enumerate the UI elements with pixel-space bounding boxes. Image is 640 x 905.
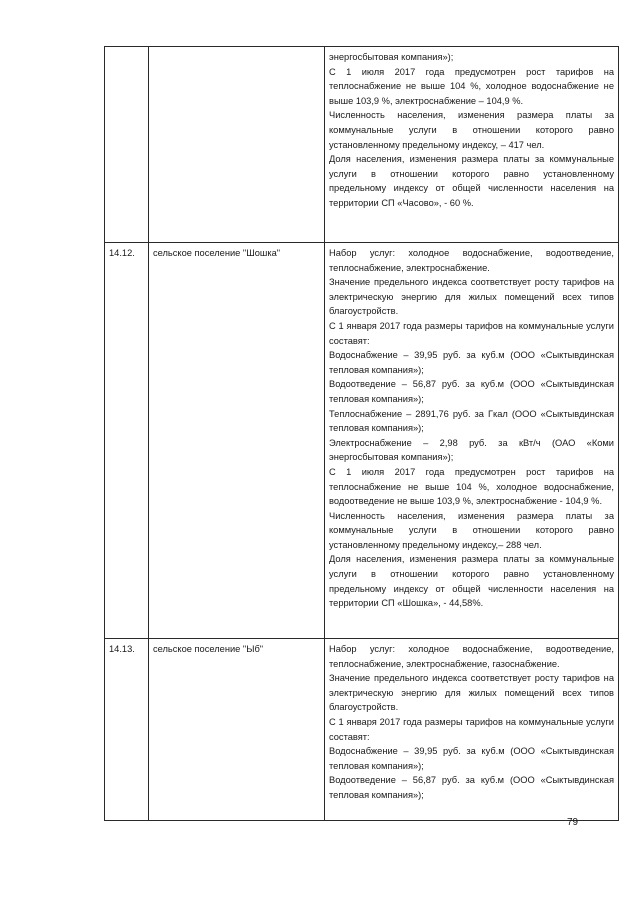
- settlement-name-cell: сельское поселение "Ыб": [149, 639, 325, 821]
- paragraph: Водоснабжение – 39,95 руб. за куб.м (ООО «Сыктывдинская тепловая компания»);: [329, 350, 614, 375]
- paragraph: Водоснабжение – 39,95 руб. за куб.м (ООО «Сыктывдинская тепловая компания»);: [329, 746, 614, 771]
- paragraph: Значение предельного индекса соответствует росту тарифов на электрическую энергию для жилых помещений всех типов благоустройств.: [329, 277, 614, 317]
- table-row: [105, 47, 619, 243]
- paragraph: С 1 июля 2017 года предусмотрен рост тарифов на теплоснабжение не выше 104 %, холодное водоснабжение, водоотведение не выше 103,9 %, электроснабжение - 104,9 %.: [329, 466, 614, 507]
- settlement-name-cell: [149, 47, 325, 243]
- description-cell: [325, 47, 619, 243]
- paragraph: Набор услуг: холодное водоснабжение, водоотведение, теплоснабжение, электроснабжение.: [329, 248, 614, 273]
- description-cell: [325, 243, 619, 639]
- paragraph: энергосбытовая компания»);: [329, 52, 454, 62]
- settlement-name-cell: сельское поселение "Шошка": [149, 243, 325, 639]
- row-number-cell: 14.13.: [105, 639, 149, 821]
- paragraph: Теплоснабжение – 2891,76 руб. за Гкал (ООО «Сыктывдинская тепловая компания»);: [329, 408, 614, 434]
- paragraph: Доля населения, изменения размера платы за коммунальные услуги в отношении которого равно установленному предельному индексу от общей численности населения на территории СП «Шошка», - 44,58%.: [329, 554, 614, 609]
- paragraph: Водоотведение – 56,87 руб. за куб.м (ООО «Сыктывдинская тепловая компания»);: [329, 775, 614, 800]
- table-row: [105, 243, 619, 639]
- paragraph: С 1 января 2017 года размеры тарифов на коммунальные услуги составят:: [329, 716, 614, 742]
- table-row: [105, 639, 619, 821]
- row-number-cell: 14.12.: [105, 243, 149, 639]
- paragraph: Численность населения, изменения размера платы за коммунальные услуги в отношении которого равно установленному предельному индексу, – 417 чел.: [329, 110, 614, 150]
- paragraph: С 1 июля 2017 года предусмотрен рост тарифов на теплоснабжение не выше 104 %, холодное водоснабжение не выше 103,9 %, электроснабжение – 104,9 %.: [329, 66, 614, 106]
- paragraph: С 1 января 2017 года размеры тарифов на коммунальные услуги составят:: [329, 320, 614, 346]
- row-number-cell: [105, 47, 149, 243]
- description-cell: [325, 639, 619, 821]
- paragraph: Водоотведение – 56,87 руб. за куб.м (ООО «Сыктывдинская тепловая компания»);: [329, 379, 614, 404]
- paragraph: Доля населения, изменения размера платы за коммунальные услуги в отношении которого равно установленному предельному индексу от общей численности населения на территории СП «Часово», - 60 %.: [329, 154, 614, 208]
- paragraph: Численность населения, изменения размера платы за коммунальные услуги в отношении которого равно установленному предельному индексу,– 288 чел.: [329, 510, 614, 550]
- paragraph: Набор услуг: холодное водоснабжение, водоотведение, теплоснабжение, электроснабжение, газоснабжение.: [329, 644, 614, 669]
- paragraph: Значение предельного индекса соответствует росту тарифов на электрическую энергию для жилых помещений всех типов благоустройств.: [329, 673, 614, 713]
- tariff-table: [104, 46, 619, 821]
- page-number: 79: [567, 817, 579, 828]
- paragraph: Электроснабжение – 2,98 руб. за кВт/ч (ОАО «Коми энергосбытовая компания»);: [329, 437, 614, 463]
